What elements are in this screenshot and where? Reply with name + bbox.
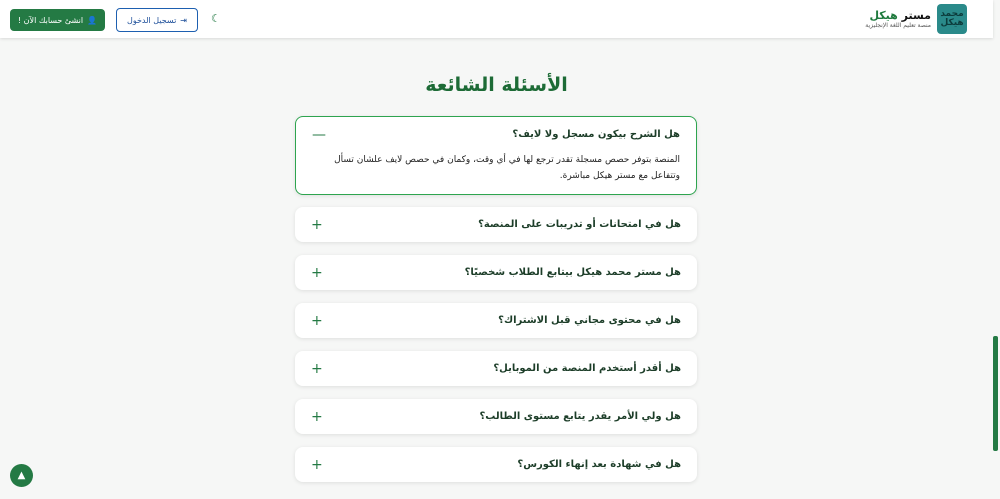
back-to-top-button[interactable]: [10, 464, 33, 487]
faq-question: هل في شهادة بعد إنهاء الكورس؟: [517, 459, 681, 470]
logo: محمد هيكل: [937, 4, 967, 34]
header: [0, 0, 993, 38]
brand-name: مستر هيكل: [869, 9, 931, 22]
faq-item[interactable]: [295, 207, 697, 242]
login-icon: ⇥: [180, 15, 187, 25]
faq-answer: المنصة بتوفر حصص مسجلة تقدر ترجع لها في أي وقت، وكمان في حصص لايف علشان تسأل وتتفاعل مع مستر هيكل مباشرة.: [334, 155, 680, 181]
plus-icon[interactable]: +: [311, 216, 323, 233]
chevron-up-icon: ▲: [17, 470, 26, 481]
faq-question: هل الشرح بيكون مسجل ولا لايف؟: [512, 129, 680, 140]
faq-question: هل في محتوى مجاني قبل الاشتراك؟: [498, 315, 681, 326]
faq-question: هل مستر محمد هيكل بيتابع الطلاب شخصيًا؟: [464, 267, 681, 278]
page-title: الأسئلة الشائعة: [425, 74, 568, 96]
login-button[interactable]: ⇥ تسجيل الدخول: [116, 8, 198, 32]
faq-question: هل أقدر أستخدم المنصة من الموبايل؟: [493, 363, 681, 374]
minus-icon[interactable]: —: [312, 126, 326, 143]
faq-item[interactable]: [295, 351, 697, 386]
faq-item[interactable]: [295, 399, 697, 434]
signup-button[interactable]: 👤 انشئ حسابك الآن !: [10, 9, 105, 31]
plus-icon[interactable]: +: [311, 264, 323, 281]
faq-item[interactable]: [295, 255, 697, 290]
plus-icon[interactable]: +: [311, 408, 323, 425]
scrollbar-thumb[interactable]: [993, 336, 998, 451]
plus-icon[interactable]: +: [311, 456, 323, 473]
faq-item[interactable]: [295, 447, 697, 482]
faq-question: هل في امتحانات أو تدريبات على المنصة؟: [478, 219, 681, 230]
faq-item[interactable]: [295, 116, 697, 195]
faq-item[interactable]: [295, 303, 697, 338]
plus-icon[interactable]: +: [311, 360, 323, 377]
faq-question: هل ولي الأمر يقدر يتابع مستوى الطالب؟: [479, 411, 681, 422]
brand-logo-link[interactable]: [865, 4, 967, 34]
user-icon: 👤: [87, 15, 98, 25]
plus-icon[interactable]: +: [311, 312, 323, 329]
dark-mode-toggle-moon-icon[interactable]: ☾: [211, 12, 221, 25]
brand-subtitle: منصة تعليم اللغة الإنجليزية: [865, 22, 931, 29]
